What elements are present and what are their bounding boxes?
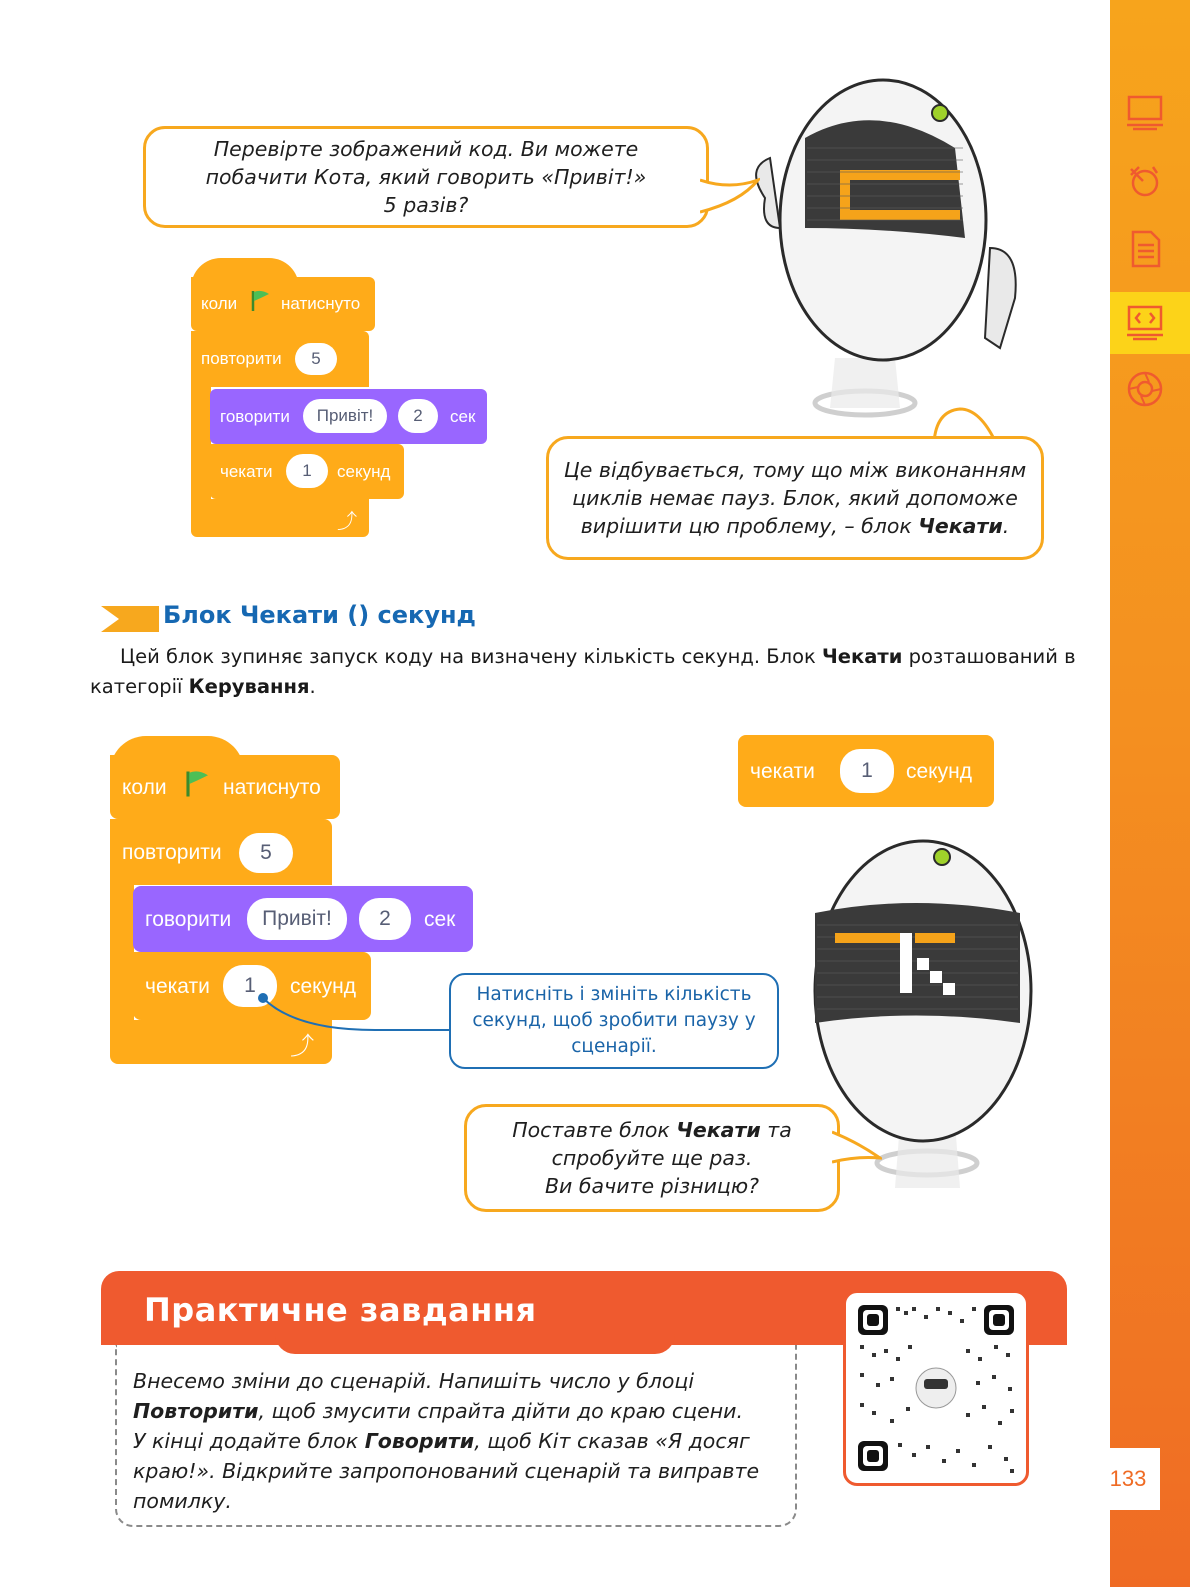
say-text-input[interactable]: Привіт! (303, 399, 387, 433)
bubble-text-line: вирішити цю проблему, – блок Чекати. (580, 514, 1010, 538)
say-seconds-input[interactable]: 2 (359, 898, 411, 940)
bubble-text-line: 5 разів? (383, 193, 469, 217)
block-label: секунд (290, 975, 356, 998)
block-label: коли (122, 776, 167, 799)
document-icon[interactable] (1122, 226, 1168, 272)
code-screen-icon[interactable] (1122, 300, 1168, 346)
bubble-text-line: Перевірте зображений код. Ви можете (213, 137, 639, 161)
say-text-input[interactable]: Привіт! (247, 898, 347, 940)
callout-text-line: секунд, щоб зробити паузу у (472, 1010, 756, 1031)
block-label: чекати (145, 975, 210, 998)
repeat-block[interactable] (191, 331, 369, 387)
speech-bubble-bottom (464, 1104, 840, 1212)
wait-seconds-input[interactable]: 1 (840, 749, 894, 793)
repeat-block-arm (110, 885, 134, 1020)
chapter-sidebar (1110, 0, 1190, 1587)
wait-seconds-input[interactable]: 1 (223, 965, 277, 1007)
satellite-icon[interactable] (1122, 158, 1168, 204)
repeat-block[interactable] (110, 819, 332, 885)
block-label: повторити (201, 349, 282, 368)
bubble-text-line: спробуйте ще раз. (551, 1146, 753, 1170)
bubble-text-line: побачити Кота, який говорить «Привіт!» (205, 165, 647, 189)
say-block[interactable] (133, 886, 473, 952)
speech-bubble-tail (832, 1128, 882, 1168)
wait-seconds-input[interactable]: 1 (286, 454, 328, 488)
robot-illustration-top (735, 78, 1035, 428)
loop-arrow-icon: ⤴ (290, 1033, 314, 1060)
repeat-block-footer (191, 499, 369, 537)
wait-block-standalone[interactable] (738, 735, 994, 807)
speech-bubble-tail (700, 176, 760, 216)
callout-text-line: Натисніть і змініть кількість (476, 984, 752, 1005)
say-seconds-input[interactable]: 2 (398, 399, 438, 433)
block-label: натиснуто (281, 294, 361, 313)
green-flag-icon (183, 769, 213, 804)
block-label: сек (450, 407, 476, 426)
block-label: чекати (750, 760, 815, 783)
block-label: коли (201, 294, 238, 313)
task-title: Практичне завдання (144, 1291, 537, 1329)
page-number: 133 (1096, 1448, 1160, 1510)
section-marker-icon (101, 606, 159, 632)
callout-connector-line (255, 990, 455, 1040)
bubble-text-line: Це відбувається, тому що між виконанням (563, 458, 1027, 482)
bubble-text-line: Поставте блок Чекати та (512, 1118, 792, 1142)
section-title: Блок Чекати () секунд (163, 601, 476, 629)
when-flag-block[interactable] (191, 277, 375, 331)
when-flag-block[interactable] (110, 755, 340, 819)
bubble-text-line: Ви бачите різницю? (544, 1174, 760, 1198)
block-label: чекати (220, 462, 273, 481)
block-label: сек (424, 908, 456, 931)
block-label: повторити (122, 841, 222, 864)
block-label: секунд (906, 760, 972, 783)
task-text: Внесемо зміни до сценарій. Напишіть число у блоці Повторити, щоб змусити спрайта дійти до краю сцени. У кінці додайте блок Говорити, щоб Кіт сказав «Я досяг краю!». Відкрийте запропонований сценарій та виправте помилку. (133, 1369, 760, 1513)
computer-icon[interactable] (1122, 90, 1168, 136)
bubble-text-line: циклів немає пауз. Блок, який допоможе (572, 486, 1018, 510)
callout-text-line: сценарії. (571, 1036, 657, 1057)
block-label: говорити (145, 908, 232, 931)
wait-block[interactable] (210, 444, 404, 499)
repeat-block-arm (191, 387, 211, 502)
loop-arrow-icon: ⤴ (337, 511, 357, 533)
green-flag-icon (249, 289, 273, 318)
say-block[interactable] (210, 389, 487, 444)
section-paragraph: Цей блок зупиняє запуск коду на визначену кількість секунд. Блок Чекати розташований в категорії Керування. (90, 645, 1076, 698)
block-label: натиснуто (223, 776, 321, 799)
speech-bubble-middle (546, 436, 1044, 560)
block-label: секунд (337, 462, 391, 481)
qr-code[interactable] (843, 1290, 1029, 1486)
block-label: говорити (220, 407, 290, 426)
repeat-count-input[interactable]: 5 (239, 833, 293, 873)
camera-shutter-icon[interactable] (1122, 366, 1168, 412)
qr-code-icon (846, 1293, 1026, 1483)
repeat-count-input[interactable]: 5 (295, 343, 337, 375)
speech-bubble-top (143, 126, 709, 228)
info-callout (449, 973, 779, 1069)
